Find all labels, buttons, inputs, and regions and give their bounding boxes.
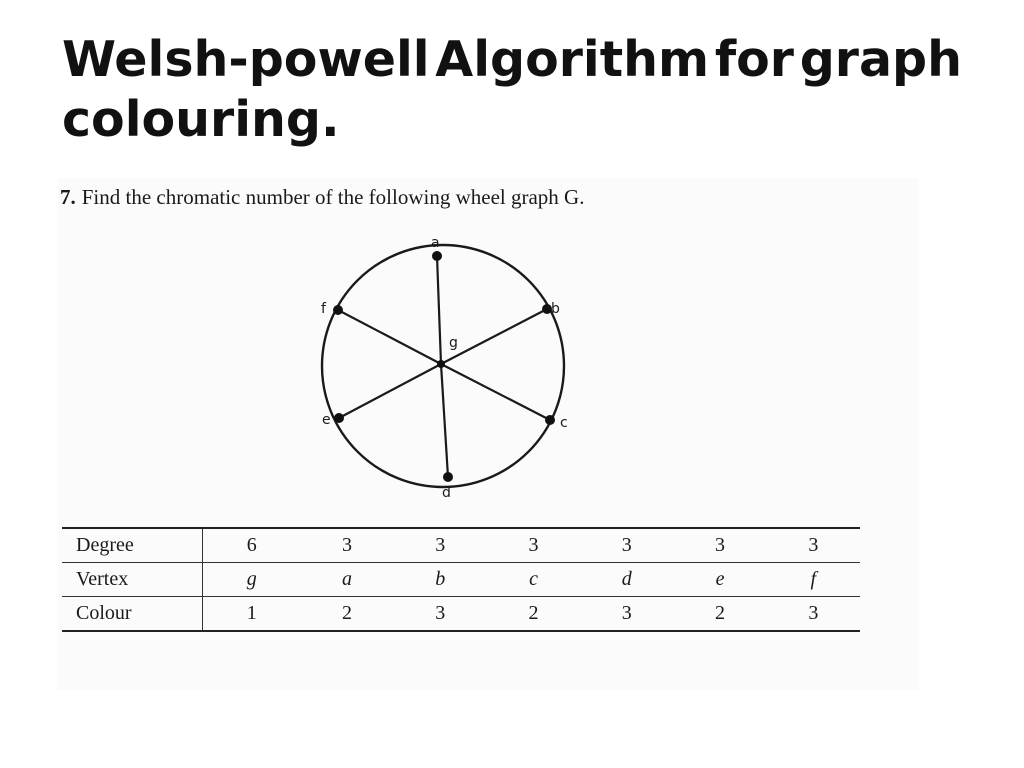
graph-edge-g-f xyxy=(338,310,441,364)
table-cell: f xyxy=(767,563,860,597)
table-cell: g xyxy=(203,563,301,597)
graph-edge-g-e xyxy=(339,364,441,418)
table-cell: 3 xyxy=(767,597,860,632)
title-word: Welsh-powell xyxy=(62,31,430,88)
graph-vertex-label-c: c xyxy=(560,415,568,431)
table-cell: e xyxy=(673,563,766,597)
graph-vertex-labels xyxy=(321,235,568,501)
question-number: 7. xyxy=(60,185,76,209)
table-cell: 3 xyxy=(580,528,673,563)
graph-vertex-g xyxy=(437,360,445,368)
table-cell: 2 xyxy=(300,597,393,632)
table-cell: c xyxy=(487,563,580,597)
graph-vertex-label-e: e xyxy=(322,412,331,428)
graph-vertices xyxy=(333,251,555,482)
graph-vertex-label-b: b xyxy=(551,301,560,317)
title-word: Algorithm xyxy=(435,31,710,88)
graph-vertex-e xyxy=(334,413,344,423)
graph-vertex-d xyxy=(443,472,453,482)
table-cell: 3 xyxy=(394,528,487,563)
table-cell: 3 xyxy=(580,597,673,632)
graph-vertex-label-a: a xyxy=(431,235,440,251)
question-text: Find the chromatic number of the following wheel graph G. xyxy=(81,185,585,209)
graph-vertex-label-g: g xyxy=(449,335,458,351)
table-cell: 3 xyxy=(673,528,766,563)
graph-vertex-label-d: d xyxy=(442,485,451,501)
graph-edge-g-d xyxy=(441,364,448,477)
table-cell: b xyxy=(394,563,487,597)
graph-edge-g-c xyxy=(441,364,550,420)
welsh-powell-table xyxy=(62,527,860,632)
row-header-vertex: Vertex xyxy=(62,563,203,597)
table-cell: 3 xyxy=(394,597,487,632)
title-word: for xyxy=(714,31,794,88)
colour-row xyxy=(62,597,860,632)
graph-vertex-a xyxy=(432,251,442,261)
degree-row xyxy=(62,528,860,563)
table-cell: 3 xyxy=(487,528,580,563)
title-line-2: colouring. xyxy=(62,91,340,149)
table-cell: d xyxy=(580,563,673,597)
title-word: graph xyxy=(799,31,962,88)
table-cell: 1 xyxy=(203,597,301,632)
row-header-degree: Degree xyxy=(62,528,203,563)
table-cell: 2 xyxy=(487,597,580,632)
graph-vertex-f xyxy=(333,305,343,315)
graph-vertex-c xyxy=(545,415,555,425)
vertex-row xyxy=(62,563,860,597)
table-cell: 6 xyxy=(203,528,301,563)
table-cell: 3 xyxy=(300,528,393,563)
row-header-colour: Colour xyxy=(62,597,203,632)
table-cell: 2 xyxy=(673,597,766,632)
graph-edge-g-a xyxy=(437,256,441,364)
graph-vertex-label-f: f xyxy=(321,301,326,317)
table-cell: 3 xyxy=(767,528,860,563)
table-cell: a xyxy=(300,563,393,597)
